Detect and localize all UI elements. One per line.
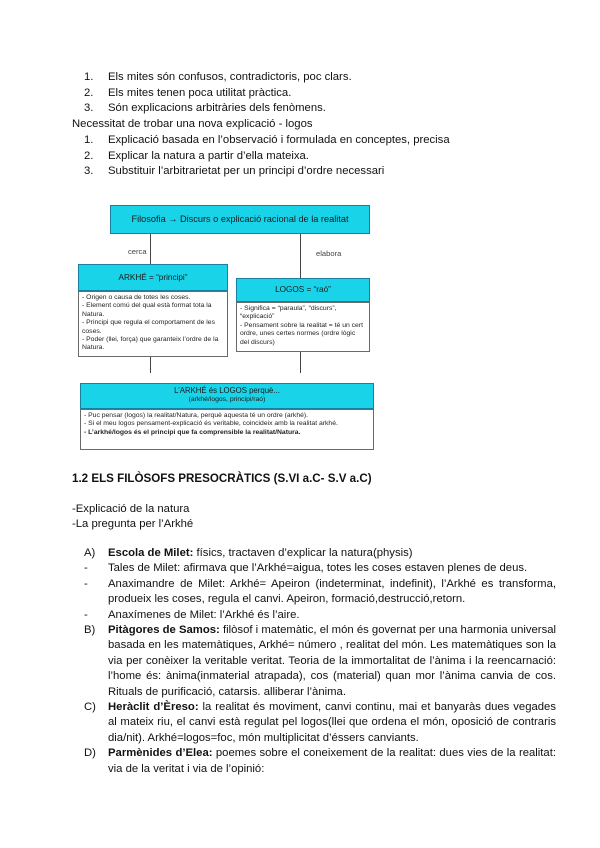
logos-box <box>236 302 370 352</box>
list-item: - Tales de Milet: afirmava que l’Arkhé=aigua, totes les coses estaven plenes de deus. <box>84 562 528 575</box>
list-item: 3. Són explicacions arbitràries dels fenòmens. <box>84 102 326 115</box>
cerca-label: cerca <box>128 247 147 256</box>
bottom-title-box <box>80 383 374 409</box>
intro-line: -La pregunta per l’Arkhé <box>72 518 194 530</box>
connector-line <box>150 234 151 264</box>
list-item: 3. Substituir l’arbitrarietat per un principi d’ordre necessari <box>84 165 385 178</box>
logos-line: - Significa = “paraula”, “discurs”, “explicació” <box>240 305 337 321</box>
arkhe-line: - Origen o causa de totes les coses. <box>82 294 191 301</box>
list-item: - Anaximandre de Milet: Arkhé= Apeiron (indeterminat, indefinit), l’Arkhé es transforma, produeix les coses, regula el canvi. Apeiron, formació,destrucció,retorn. <box>84 577 556 606</box>
list-item: 1. Els mites són confusos, contradictoris, poc clars. <box>84 71 352 83</box>
list-item: - Anaxímenes de Milet: l’Arkhé és l’aire. <box>84 608 300 621</box>
connector-line <box>300 234 301 278</box>
connector-line <box>300 352 301 373</box>
list-item: D) Parmènides d’Elea: poemes sobre el coneixement de la realitat: dues vies de la realitat: via de la veritat i via de l’opinió: <box>84 747 556 775</box>
necessitat-line: Necessitat de trobar una nova explicació - logos <box>72 118 313 130</box>
bottom-subtitle: (arkhé/logos, principi/raó) <box>188 396 266 403</box>
bottom-box <box>80 409 374 450</box>
diagram-top-box: Filosofia → Discurs o explicació racional de la realitat <box>110 205 370 234</box>
bottom-line: - Puc pensar (logos) la realitat/Natura, perquè aquesta té un ordre (arkhé). <box>84 412 309 419</box>
bottom-line: - Si el meu logos pensament-explicació és veritable, coincideix amb la realitat arkhé. <box>84 420 338 428</box>
mites-list <box>84 70 554 117</box>
list-item: 1. Explicació basada en l’observació i formulada en conceptes, precisa <box>84 134 450 146</box>
arkhe-title-box: ARKHÉ = “principi” <box>78 264 228 291</box>
logos-line: - Pensament sobre la realitat = té un cert ordre, unes certes normes (ordre lògic del discurs) <box>240 321 363 346</box>
intro-line: -Explicació de la natura <box>72 503 190 515</box>
bottom-line: - L’arkhé/logos és el principi que fa comprensible la realitat/Natura. <box>84 428 301 436</box>
section-heading: 1.2 ELS FILÒSOFS PRESOCRÀTICS (S.VI a.C- S.V a.C) <box>72 472 372 485</box>
arkhe-line: - Principi que regula el comportament de les coses. <box>82 319 215 335</box>
arkhe-line: - Element comú del qual està format tota la Natura. <box>82 302 212 318</box>
list-item: B) Pitàgores de Samos: filòsof i matemàtic, el món és governat per una harmonia universal basada en les matemàtiques, Arkhé= número , realitat del món. Les matemàtiques son la via per conèixer la veritable veritat. Teoria de la immortalitat de l’ànima i la reencarnació: l’home és: ànima(inmaterial atrapada), cos (material) quan mor l’ànima canvia de cos. Rituals de purificació, catarsis. alliberar l’ànima. <box>84 624 557 698</box>
arkhe-box <box>78 291 228 357</box>
elabora-label: elabora <box>316 249 342 258</box>
list-item: 2. Explicar la natura a partir d’ella mateixa. <box>84 149 309 162</box>
logos-title-box: LOGOS = “raó” <box>236 278 370 302</box>
list-item: A) Escola de Milet: físics, tractaven d’explicar la natura(physis) <box>84 547 413 559</box>
connector-line <box>150 357 151 373</box>
list-item: 2. Els mites tenen poca utilitat pràctica. <box>84 86 292 99</box>
arkhe-line: - Poder (llei, força) que garanteix l’ordre de la Natura. <box>82 336 219 352</box>
philosophers-list <box>84 546 556 777</box>
bottom-title: L’ARKHÉ és LOGOS perquè... <box>174 386 280 395</box>
logos-list <box>84 133 554 180</box>
list-item: C) Heràclit d’Èreso: la realitat és moviment, canvi continu, mai et banyaràs dues vegades al mateix riu, el canvi està regulat pel logos(llei que ordena el món, oposició de contraris dia/nit). Arkhé=logos=foc, món multiplicitat d’éssers canviants. <box>84 701 556 744</box>
